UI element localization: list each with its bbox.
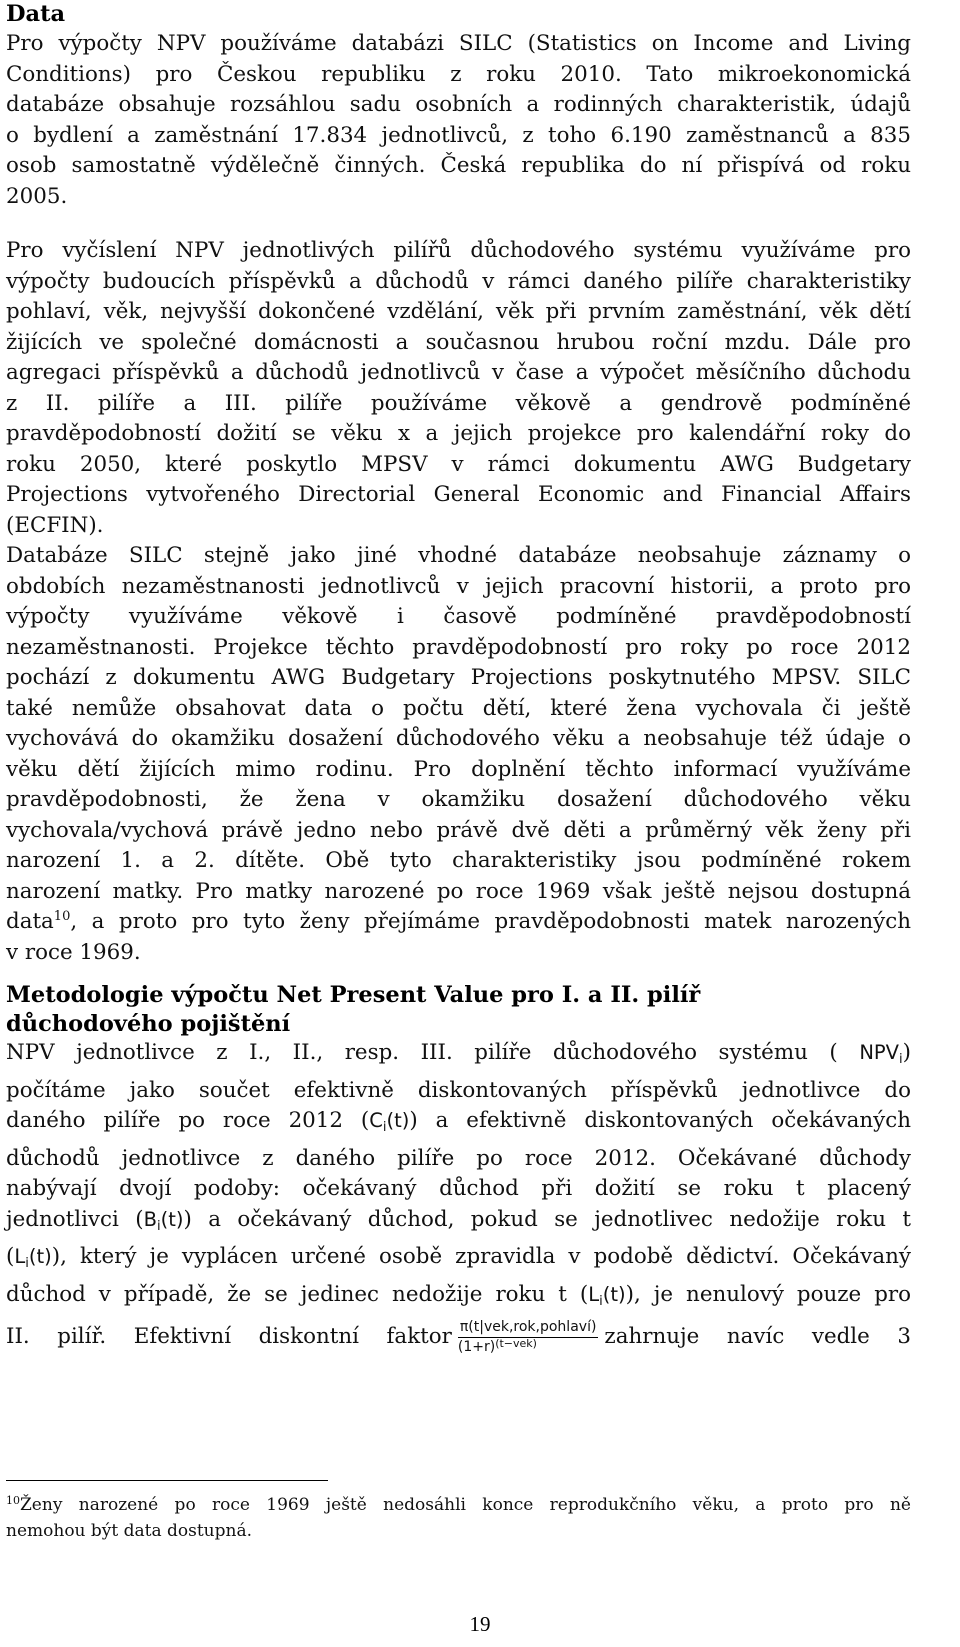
- text-line: pochází z dokumentu AWG Budgetary Projections poskytnutého MPSV. SILC: [6, 665, 911, 690]
- text-line: Pro vyčíslení NPV jednotlivých pilířů důchodového systému využíváme pro: [6, 238, 911, 263]
- text-line: z II. pilíře a III. pilíře používáme věkově a gendrově podmíněné: [6, 390, 911, 416]
- text-line: Conditions) pro Českou republiku z roku 2010. Tato mikroekonomická: [6, 61, 911, 87]
- text-line: roku 2050, které poskytlo MPSV v rámci dokumentu AWG Budgetary: [6, 451, 911, 477]
- math-npv: $NPV_i$: [859, 1041, 903, 1067]
- text-line: agregaci příspěvků a důchodů jednotlivců v čase a výpočet měsíčního důchodu: [6, 360, 911, 385]
- math-legacy: $L_i(t)$: [14, 1245, 52, 1271]
- discount-factor-fraction: $\frac{\text{π(t|vek,rok,pohlaví)}}{(1+r)^{(t-vek)}}$: [457, 1318, 597, 1355]
- text-line: obdobích nezaměstnanosti jednotlivců v jejich pracovní historii, a proto pro: [6, 573, 911, 599]
- text-line: narození 1. a 2. dítěte. Obě tyto charakteristiky jsou podmíněné rokem: [6, 848, 911, 873]
- text-line: věku dětí žijících mimo rodinu. Pro doplnění těchto informací využíváme: [6, 756, 911, 782]
- paragraph-data-source: [6, 29, 911, 212]
- text-line: výpočty budoucích příspěvků a důchodů v rámci daného pilíře charakteristiky: [6, 268, 911, 294]
- text-line: o bydlení a zaměstnání 17.834 jednotlivců, z toho 6.190 zaměstnanců a 835: [6, 122, 911, 148]
- footnote-mark: 10: [6, 1494, 20, 1507]
- text-line: žijících ve společné domácnosti a současnou hrubou roční mzdu. Dále pro: [6, 329, 911, 355]
- text-line: důchod v případě, že se jedinec nedožije roku t $(L_i(t))$, je nenulový pouze pro: [6, 1281, 911, 1309]
- text-line: také nemůže obsahovat data o počtu dětí, které žena vychovala či ještě: [6, 695, 911, 721]
- math-benefit: $B_i(t)$: [143, 1207, 184, 1234]
- footnote-separator: [6, 1480, 328, 1481]
- text-line: narození matky. Pro matky narozené po roce 1969 však ještě nejsou dostupná: [6, 878, 911, 904]
- footnote: $^{10}$Ženy narozené po roce 1969 ještě nedosáhli konce reprodukčního věku, a proto pro ně nemohou být data dostupná.: [6, 1494, 911, 1541]
- text-line: nezaměstnanosti. Projekce těchto pravděpodobností pro roky po roce 2012: [6, 634, 911, 660]
- text-line: daného pilíře po roce 2012 $(C_i(t))$ a efektivně diskontovaných očekávaných: [6, 1108, 912, 1135]
- text-line: databáze obsahuje rozsáhlou sadu osobních a rodinných charakteristik, údajů: [6, 92, 911, 117]
- text-line: Projections vytvořeného Directorial General Economic and Financial Affairs: [6, 482, 911, 507]
- text-line: důchodů jednotlivce z daného pilíře po roce 2012. Očekávané důchody: [6, 1145, 911, 1171]
- text-line: počítáme jako součet efektivně diskontovaných příspěvků jednotlivce do: [6, 1077, 911, 1103]
- text-line: vychovala/vychová právě jedno nebo právě dvě děti a průměrný věk ženy při: [6, 817, 911, 843]
- text-line: (ECFIN).: [6, 512, 104, 538]
- text-line: vychovává do okamžiku dosažení důchodového věku a neobsahuje též údaje o: [6, 726, 911, 751]
- footnote-reference: 10: [53, 909, 71, 924]
- math-legacy-2: $L_i(t)$: [588, 1282, 626, 1309]
- text-line: pravděpodobnosti, že žena v okamžiku dosažení důchodového věku: [6, 787, 911, 812]
- text-line: $(L_i(t))$, který je vyplácen určené osobě zpravidla v podobě dědictví. Očekávaný: [6, 1244, 911, 1271]
- math-contribution: $C_i(t)$: [369, 1109, 410, 1135]
- text-line: osob samostatně výdělečně činných. Česká republika do ní přispívá od roku: [6, 153, 911, 178]
- text-line: II. pilíř. Efektivní diskontní faktor $\frac{\text{π(t|vek,rok,pohlaví)}}{(1+r)^{(t-vek)}}$ zahrnuje navíc vedle 3: [6, 1318, 911, 1355]
- text-line: v roce 1969.: [6, 939, 141, 965]
- page-number: 19: [469, 1612, 491, 1636]
- section-heading-data: Data: [6, 1, 66, 27]
- paragraph-npv-calculation: [6, 236, 911, 968]
- text-line: Databáze SILC stejně jako jiné vhodné databáze neobsahuje záznamy o: [6, 543, 911, 568]
- text-line: nabývají dvojí podoby: očekávaný důchod při dožití se roku t placený: [6, 1176, 911, 1201]
- text-line: pohlaví, věk, nejvyšší dokončené vzdělání, věk při prvním zaměstnání, věk dětí: [6, 299, 911, 324]
- text-line: jednotlivci $(B_i(t))$ a očekávaný důchod, pokud se jednotlivec nedožije roku t: [6, 1206, 911, 1234]
- text-line: výpočty využíváme věkově i časově podmíněné pravděpodobností: [6, 604, 911, 629]
- text-line: Pro výpočty NPV používáme databázi SILC (Statistics on Income and Living: [6, 31, 911, 56]
- text-line: pravděpodobností dožití se věku x a jejich projekce pro kalendářní roky do: [6, 421, 911, 446]
- paragraph-methodology: [6, 1038, 911, 1357]
- text-line: NPV jednotlivce z I., II., resp. III. pilíře důchodového systému ( $NPV_i$): [6, 1040, 911, 1067]
- text-line: 2005.: [6, 183, 68, 209]
- text-line: data$^{10}$, a proto pro tyto ženy přejímáme pravděpodobnosti matek narozených: [6, 909, 911, 934]
- section-heading-methodology: Metodologie výpočtu Net Present Value pro I. a II. pilíř důchodového pojištění: [6, 982, 701, 1037]
